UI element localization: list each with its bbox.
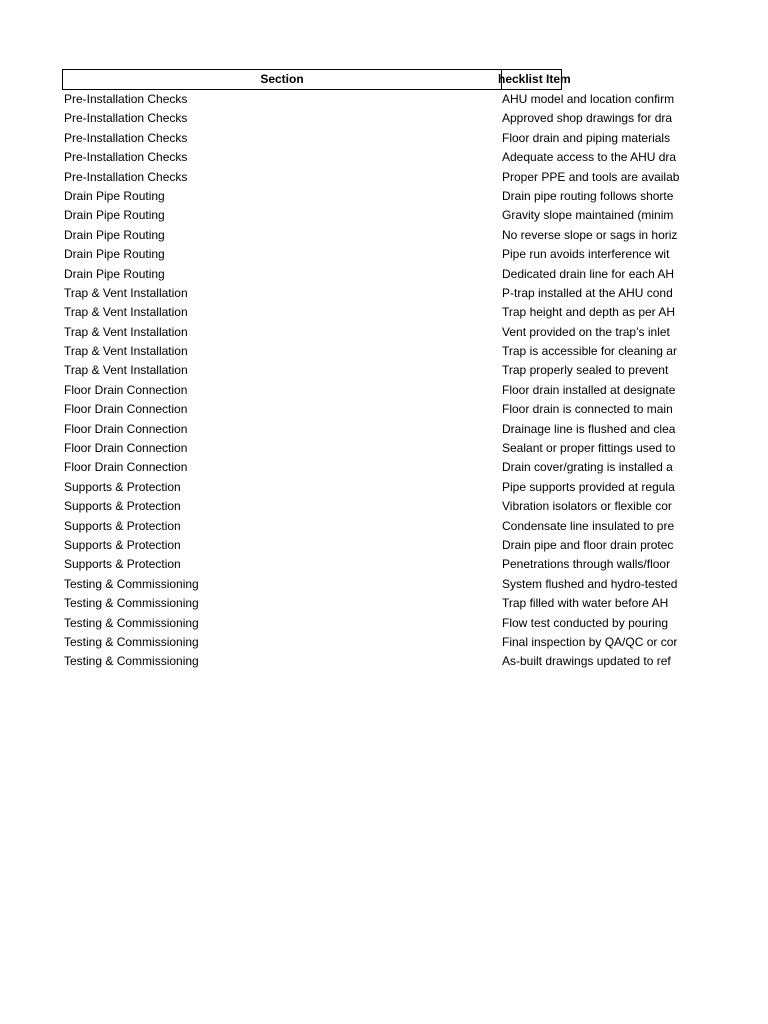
- cell-checklist-item[interactable]: Drainage line is flushed and clea: [502, 421, 676, 436]
- table-row: [62, 303, 684, 322]
- cell-section[interactable]: Trap & Vent Installation: [64, 344, 188, 359]
- cell-section[interactable]: Floor Drain Connection: [64, 402, 188, 417]
- cell-section[interactable]: Supports & Protection: [64, 537, 181, 552]
- cell-section[interactable]: Drain Pipe Routing: [64, 266, 165, 281]
- cell-checklist-item[interactable]: Sealant or proper fittings used to: [502, 441, 676, 456]
- cell-checklist-item[interactable]: System flushed and hydro-tested: [502, 576, 678, 591]
- table-row: [62, 594, 684, 613]
- cell-section[interactable]: Testing & Commissioning: [64, 634, 199, 649]
- cell-section[interactable]: Testing & Commissioning: [64, 596, 199, 611]
- cell-checklist-item[interactable]: Trap properly sealed to prevent: [502, 363, 669, 378]
- table-row: [62, 652, 684, 671]
- cell-checklist-item[interactable]: Penetrations through walls/floor: [502, 557, 671, 572]
- cell-checklist-item[interactable]: Trap is accessible for cleaning ar: [502, 344, 677, 359]
- table-row: [62, 633, 684, 652]
- table-row: [62, 90, 684, 109]
- cell-section[interactable]: Floor Drain Connection: [64, 441, 188, 456]
- cell-section[interactable]: Pre-Installation Checks: [64, 92, 188, 106]
- cell-checklist-item[interactable]: AHU model and location confirm: [502, 92, 675, 106]
- cell-section[interactable]: Trap & Vent Installation: [64, 285, 188, 300]
- table-row: [62, 226, 684, 245]
- table-row: [62, 614, 684, 633]
- table-row: [62, 555, 684, 574]
- cell-section[interactable]: Drain Pipe Routing: [64, 208, 165, 223]
- cell-section[interactable]: Trap & Vent Installation: [64, 305, 188, 320]
- cell-section[interactable]: Supports & Protection: [64, 499, 181, 514]
- cell-checklist-item[interactable]: Floor drain installed at designate: [502, 382, 676, 397]
- table-row: [62, 109, 684, 128]
- cell-checklist-item[interactable]: Drain pipe routing follows shorte: [502, 188, 674, 203]
- table-row: [62, 265, 684, 284]
- table-row: [62, 206, 684, 225]
- cell-checklist-item[interactable]: Vent provided on the trap’s inlet: [502, 324, 670, 339]
- cell-checklist-item[interactable]: Final inspection by QA/QC or cor: [502, 634, 678, 649]
- cell-checklist-item[interactable]: Condensate line insulated to pre: [502, 518, 675, 533]
- table-row: [62, 497, 684, 516]
- cell-checklist-item[interactable]: As-built drawings updated to ref: [502, 654, 671, 669]
- cell-section[interactable]: Supports & Protection: [64, 557, 181, 572]
- cell-checklist-item[interactable]: Trap height and depth as per AH: [502, 305, 676, 320]
- table-row: [62, 575, 684, 594]
- cell-section[interactable]: Supports & Protection: [64, 518, 181, 533]
- cell-section[interactable]: Testing & Commissioning: [64, 576, 199, 591]
- cell-checklist-item[interactable]: Floor drain and piping materials: [502, 130, 671, 145]
- cell-checklist-item[interactable]: No reverse slope or sags in horiz: [502, 227, 678, 242]
- table-row: [62, 517, 684, 536]
- table-row: [62, 458, 684, 477]
- table-row: [62, 323, 684, 342]
- cell-section[interactable]: Floor Drain Connection: [64, 460, 188, 475]
- table-row: [62, 168, 684, 187]
- cell-checklist-item[interactable]: Floor drain is connected to main: [502, 402, 673, 417]
- cell-checklist-item[interactable]: Flow test conducted by pouring: [502, 615, 669, 630]
- cell-section[interactable]: Pre-Installation Checks: [64, 150, 188, 165]
- header-checklist-item[interactable]: [498, 69, 571, 90]
- cell-section[interactable]: Pre-Installation Checks: [64, 111, 188, 126]
- table-row: [62, 284, 684, 303]
- header-checklist-item-label: hecklist Item: [498, 72, 571, 86]
- cell-checklist-item[interactable]: Pipe supports provided at regula: [502, 479, 675, 494]
- cell-checklist-item[interactable]: Drain pipe and floor drain protec: [502, 537, 674, 552]
- cell-section[interactable]: Drain Pipe Routing: [64, 227, 165, 242]
- cell-checklist-item[interactable]: P-trap installed at the AHU cond: [502, 285, 673, 300]
- cell-checklist-item[interactable]: Approved shop drawings for dra: [502, 111, 673, 126]
- cell-checklist-item[interactable]: Gravity slope maintained (minim: [502, 208, 674, 223]
- cell-section[interactable]: Testing & Commissioning: [64, 615, 199, 630]
- cell-checklist-item[interactable]: Dedicated drain line for each AH: [502, 266, 675, 281]
- cell-checklist-item[interactable]: Trap filled with water before AH: [502, 596, 669, 611]
- cell-checklist-item[interactable]: Drain cover/grating is installed a: [502, 460, 673, 475]
- cell-checklist-item[interactable]: Proper PPE and tools are availab: [502, 169, 680, 184]
- cell-section[interactable]: Trap & Vent Installation: [64, 363, 188, 378]
- cell-section[interactable]: Supports & Protection: [64, 479, 181, 494]
- table-header-row: [62, 69, 684, 90]
- table-row: [62, 129, 684, 148]
- cell-section[interactable]: Pre-Installation Checks: [64, 169, 188, 184]
- cell-checklist-item[interactable]: Pipe run avoids interference wit: [502, 247, 670, 262]
- cell-section[interactable]: Floor Drain Connection: [64, 382, 188, 397]
- table-row: [62, 361, 684, 380]
- table-row: [62, 381, 684, 400]
- table-row: [62, 342, 684, 361]
- cell-section[interactable]: Floor Drain Connection: [64, 421, 188, 436]
- table-row: [62, 536, 684, 555]
- table-row: [62, 148, 684, 167]
- cell-section[interactable]: Pre-Installation Checks: [64, 130, 188, 145]
- table-row: [62, 400, 684, 419]
- header-section[interactable]: Section: [62, 69, 502, 90]
- table-row: [62, 420, 684, 439]
- table-row: [62, 478, 684, 497]
- cell-section[interactable]: Drain Pipe Routing: [64, 188, 165, 203]
- cell-section[interactable]: Trap & Vent Installation: [64, 324, 188, 339]
- table-row: [62, 187, 684, 206]
- table-row: [62, 245, 684, 264]
- cell-checklist-item[interactable]: Vibration isolators or flexible cor: [502, 499, 672, 514]
- table-body: [62, 90, 684, 672]
- cell-section[interactable]: Drain Pipe Routing: [64, 247, 165, 262]
- table-row: [62, 439, 684, 458]
- cell-section[interactable]: Testing & Commissioning: [64, 654, 199, 669]
- cell-checklist-item[interactable]: Adequate access to the AHU dra: [502, 150, 677, 165]
